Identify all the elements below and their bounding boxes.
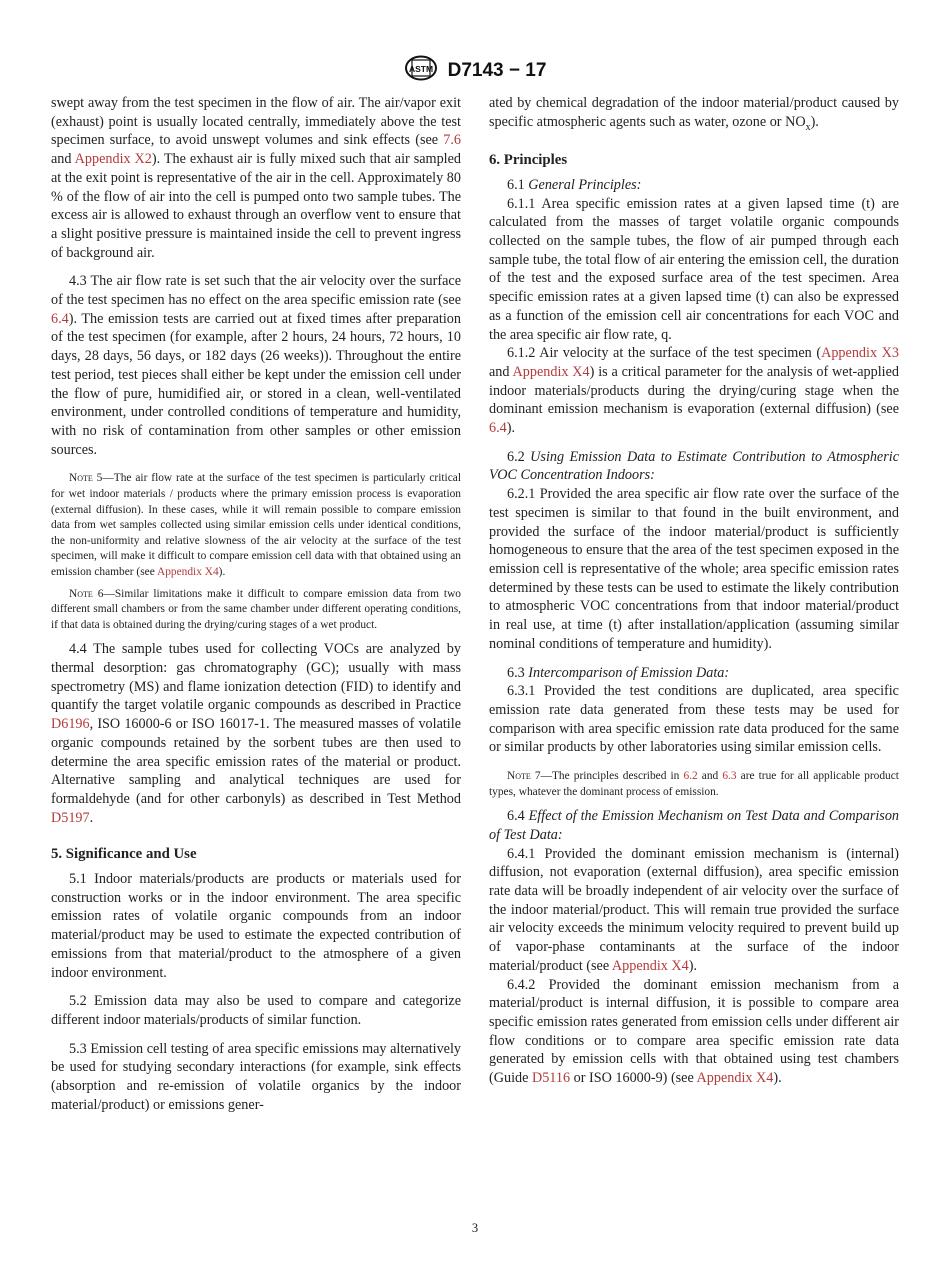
paragraph-6-1: 6.1 General Principles: (507, 176, 642, 193)
link-appendix-x4[interactable]: Appendix X4 (512, 363, 590, 380)
link-d5197[interactable]: D5197 (51, 809, 90, 826)
paragraph-6-2: 6.2 Using Emission Data to Estimate Contribution to Atmospheric VOC Concentration Indoors: (489, 448, 899, 484)
section-6-heading: 6. Principles (489, 152, 568, 169)
link-6-2[interactable]: 6.2 (683, 770, 698, 783)
page-number: 3 (471, 1221, 479, 1235)
link-7-6[interactable]: 7.6 (443, 132, 461, 149)
left-column (51, 94, 461, 1114)
paragraph-5-1: 5.1 Indoor materials/products are products or materials used for construction works or in the indoor environment. The area specific emission rates of volatile organic compounds from an indoor material/product may be used to estimate the expected contribution of emissions from that material/product to the atmosphere of a given indoor environment. (51, 871, 461, 981)
link-appendix-x2[interactable]: Appendix X2 (74, 151, 152, 168)
svg-text:ASTM: ASTM (408, 64, 433, 74)
link-appendix-x3[interactable]: Appendix X3 (821, 345, 900, 362)
note-6: Note 6—Similar limitations make it difficult to compare emission data from two different small chambers or from the same chamber under different operating conditions, if that data is obtained during the drying/curing stages of a wet product. (51, 587, 461, 631)
paragraph-6-1-1: 6.1.1 Area specific emission rates at a given lapsed time (t) are calculated from the masses of target volatile organic compounds collected on the sample tubes, the flow of air pumped through each sample tube, the total flow of air entering the emission cell, the duration of the test and the exposed surface area of the test specimen. Area specific emission rates at a given lapsed time (t) can also be expressed as a function of the emission cell air concentrations for each VOC and the area specific air flow rate, q. (489, 195, 899, 343)
document-designation: D7143 − 17 (447, 59, 547, 81)
paragraph-5-3: 5.3 Emission cell testing of area specific emissions may alternatively be used for studying secondary interactions (for example, sink effects (absorption and re-emission of volatile organics by the indoor material/product) or emissions gener- (51, 1040, 461, 1113)
paragraph-4-2-cont: swept away from the test specimen in the flow of air. The air/vapor exit (exhaust) point is usually located centrally, immediately above the test specimen surface, to avoid unswept volumes and sink effects (see 7.6 and Appendix X2). The exhaust air is fully mixed such that air sampled at the exit point is representative of the air in the cell. Approximately 80 % of the flow of air into the cell is pumped onto two sample tubes. The excess air is allowed to exhaust through an overflow vent to ensure that a slight positive pressure is maintained inside the cell to prevent ingress of background air. (51, 95, 462, 261)
link-6-4[interactable]: 6.4 (51, 310, 69, 327)
paragraph-6-4-1: 6.4.1 Provided the dominant emission mechanism is (internal) diffusion, not evaporation (external diffusion), area specific emission rate data will be broadly independent of air velocity over the surface of the indoor material/product. This will remain true provided the surface air velocity exceeds the minimum velocity required to prevent build up of vapor-phase contaminants at the surface of the indoor material/product (see Appendix X4). (489, 845, 899, 974)
paragraph-5-2: 5.2 Emission data may also be used to compare and categorize different indoor materials/products of similar function. (51, 993, 461, 1028)
link-appendix-x4[interactable]: Appendix X4 (611, 957, 689, 974)
link-6-3[interactable]: 6.3 (722, 770, 737, 783)
link-d5116[interactable]: D5116 (531, 1070, 571, 1087)
link-appendix-x4[interactable]: Appendix X4 (696, 1070, 774, 1087)
paragraph-6-2-1: 6.2.1 Provided the area specific air flow rate over the surface of the test specimen is similar to that found in the built environment, and provided the surface of the indoor material/product is sufficiently homogeneous to ensure that the area of the test specimen exposed in the emission cell is representative of the whole; area specific emission rates determined by these tests can be used to estimate the likely contribution to atmospheric VOC concentrations from that indoor material/product in real use, at time (t) after installation/application (assuming similar nominal conditions of temperature and humidity). (489, 486, 899, 652)
link-d6196[interactable]: D6196 (51, 716, 90, 733)
link-appendix-x4[interactable]: Appendix X4 (156, 565, 219, 578)
note-7: Note 7—The principles described in 6.2 and 6.3 are true for all applicable product types, whatever the dominant process of emission. (489, 770, 899, 798)
paragraph-6-4-2: 6.4.2 Provided the dominant emission mechanism from a material/product is internal diffusion, it is possible to compare area specific emission rates generated from emission cells under different air flow conditions or to compare area specific emission rate data generated by emission cells with that obtained using test chambers (Guide D5116 or ISO 16000-9) (see Appendix X4). (489, 976, 899, 1087)
paragraph-4-3: 4.3 The air flow rate is set such that the air velocity over the surface of the test specimen has no effect on the area specific emission rate (see 6.4). The emission tests are carried out at fixed times after preparation of the test specimen (for example, after 2 hours, 24 hours, 72 hours, 10 days, 28 days, 56 days, or 182 days (26 weeks)). Throughout the entire test period, test pieces shall either be kept under the emission cell under the flow of pure, humidified air, or stored in a clean, well-ventilated environment, under controlled conditions of temperature and humidity, with no risk of contamination from other samples or other emission sources. (51, 273, 461, 458)
note-5: Note 5—The air flow rate at the surface of the test specimen is particularly critical for wet indoor materials / products where the primary emission process is evaporation (external diffusion). In these cases, while it will remain possible to compare emission data from wet samples collected using similar emission cells under identical conditions, the non-uniformity and relative slowness of the air velocity at the surface of the test specimen, will make it difficult to compare emission cell data with that obtained using an emission chamber (see Appendix X4). (51, 472, 461, 578)
paragraph-6-4: 6.4 Effect of the Emission Mechanism on Test Data and Comparison of Test Data: (489, 808, 900, 843)
paragraph-4-4: 4.4 The sample tubes used for collecting VOCs are analyzed by thermal desorption: gas chromatography (GC); usually with mass spectrometry (MS) and flame ionization detection (FID) to identify and quantify the target volatile organic compounds as described in Practice D6196, ISO 16000-6 or ISO 16017-1. The measured masses of volatile organic compounds retained by the sorbent tubes are then used to determine the area specific emission rates of the material or product. Alternative sampling and analytical techniques are used for formaldehyde (and for other carbonyls) as described in Test Method D5197. (51, 641, 461, 826)
paragraph-6-3: 6.3 Intercomparison of Emission Data: (507, 664, 730, 681)
astm-logo-icon (404, 55, 438, 86)
section-5-heading: 5. Significance and Use (51, 846, 197, 863)
right-column (489, 94, 899, 1088)
link-6-4[interactable]: 6.4 (489, 420, 507, 437)
page-header (0, 55, 950, 86)
paragraph-6-3-1: 6.3.1 Provided the test conditions are duplicated, area specific emission rate data generated from these tests may be used for comparison with area specific emission rate data produced for the same or similar products by other laboratories using similar emission cells. (489, 683, 899, 756)
paragraph-6-1-2: 6.1.2 Air velocity at the surface of the test specimen (Appendix X3 and Appendix X4) is a critical parameter for the analysis of wet-applied indoor materials/products during the drying/curing stage when the dominant emission mechanism is evaporation (external diffusion) (see 6.4). (489, 345, 900, 437)
paragraph-5-3-cont: ated by chemical degradation of the indoor material/product caused by specific atmospheric agents such as water, ozone or $NO_x$). (489, 95, 899, 133)
